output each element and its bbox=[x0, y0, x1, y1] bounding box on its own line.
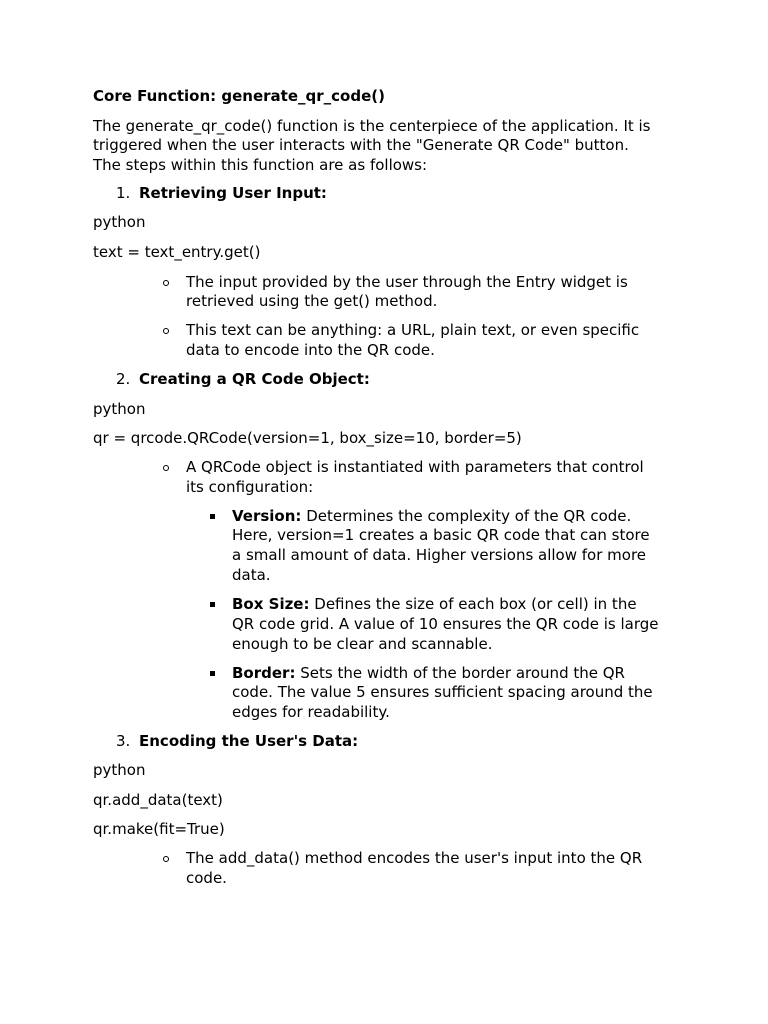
code-line: qr.add_data(text) bbox=[93, 791, 223, 809]
sub-bullet-label: Box Size: bbox=[232, 595, 310, 613]
bullet-line: code. bbox=[186, 869, 227, 887]
bullet-line: The add_data() method encodes the user's input into the QR bbox=[186, 849, 643, 867]
sub-bullet-line bbox=[232, 506, 631, 526]
sub-bullet-line bbox=[232, 663, 625, 683]
sub-bullet-line: code. The value 5 ensures sufficient spacing around the bbox=[232, 683, 653, 701]
intro-line: triggered when the user interacts with the "Generate QR Code" button. bbox=[93, 136, 629, 154]
sub-bullet-line: edges for readability. bbox=[232, 703, 390, 721]
sub-bullet-line: QR code grid. A value of 10 ensures the QR code is large bbox=[232, 615, 659, 633]
code-language: python bbox=[93, 213, 146, 231]
square-bullet-icon bbox=[210, 514, 215, 519]
code-line: text = text_entry.get() bbox=[93, 243, 261, 261]
square-bullet-icon bbox=[210, 671, 215, 676]
sub-bullet-text: Determines the complexity of the QR code. bbox=[306, 507, 632, 525]
intro-line: The generate_qr_code() function is the centerpiece of the application. It is bbox=[93, 117, 651, 135]
square-bullet-icon bbox=[210, 602, 215, 607]
code-language: python bbox=[93, 761, 146, 779]
sub-bullet-line bbox=[232, 594, 637, 614]
bullet-line: This text can be anything: a URL, plain text, or even specific bbox=[186, 321, 640, 339]
sub-bullet-text: Defines the size of each box (or cell) in the bbox=[314, 595, 637, 613]
bullet-line: The input provided by the user through the Entry widget is bbox=[186, 273, 628, 291]
code-line: qr.make(fit=True) bbox=[93, 820, 225, 838]
circle-bullet-icon bbox=[163, 856, 169, 862]
sub-bullet-line: data. bbox=[232, 566, 271, 584]
bullet-line: A QRCode object is instantiated with parameters that control bbox=[186, 458, 644, 476]
sub-bullet-label: Version: bbox=[232, 507, 302, 525]
code-line: qr = qrcode.QRCode(version=1, box_size=10, border=5) bbox=[93, 429, 522, 447]
step-title: Retrieving User Input: bbox=[139, 184, 327, 202]
section-heading: Core Function: generate_qr_code() bbox=[93, 87, 385, 105]
circle-bullet-icon bbox=[163, 465, 169, 471]
step-title: Encoding the User's Data: bbox=[139, 732, 359, 750]
sub-bullet-label: Border: bbox=[232, 664, 296, 682]
step-number: 1. bbox=[116, 184, 131, 202]
sub-bullet-text: Sets the width of the border around the QR bbox=[300, 664, 625, 682]
bullet-line: retrieved using the get() method. bbox=[186, 292, 438, 310]
sub-bullet-line: a small amount of data. Higher versions allow for more bbox=[232, 546, 647, 564]
step-title: Creating a QR Code Object: bbox=[139, 370, 370, 388]
circle-bullet-icon bbox=[163, 280, 169, 286]
step-number: 3. bbox=[116, 732, 131, 750]
circle-bullet-icon bbox=[163, 328, 169, 334]
bullet-line: data to encode into the QR code. bbox=[186, 341, 435, 359]
sub-bullet-line: enough to be clear and scannable. bbox=[232, 635, 493, 653]
sub-bullet-line: Here, version=1 creates a basic QR code that can store bbox=[232, 526, 650, 544]
intro-line: The steps within this function are as follows: bbox=[93, 156, 428, 174]
step-number: 2. bbox=[116, 370, 131, 388]
code-language: python bbox=[93, 400, 146, 418]
bullet-line: its configuration: bbox=[186, 478, 314, 496]
